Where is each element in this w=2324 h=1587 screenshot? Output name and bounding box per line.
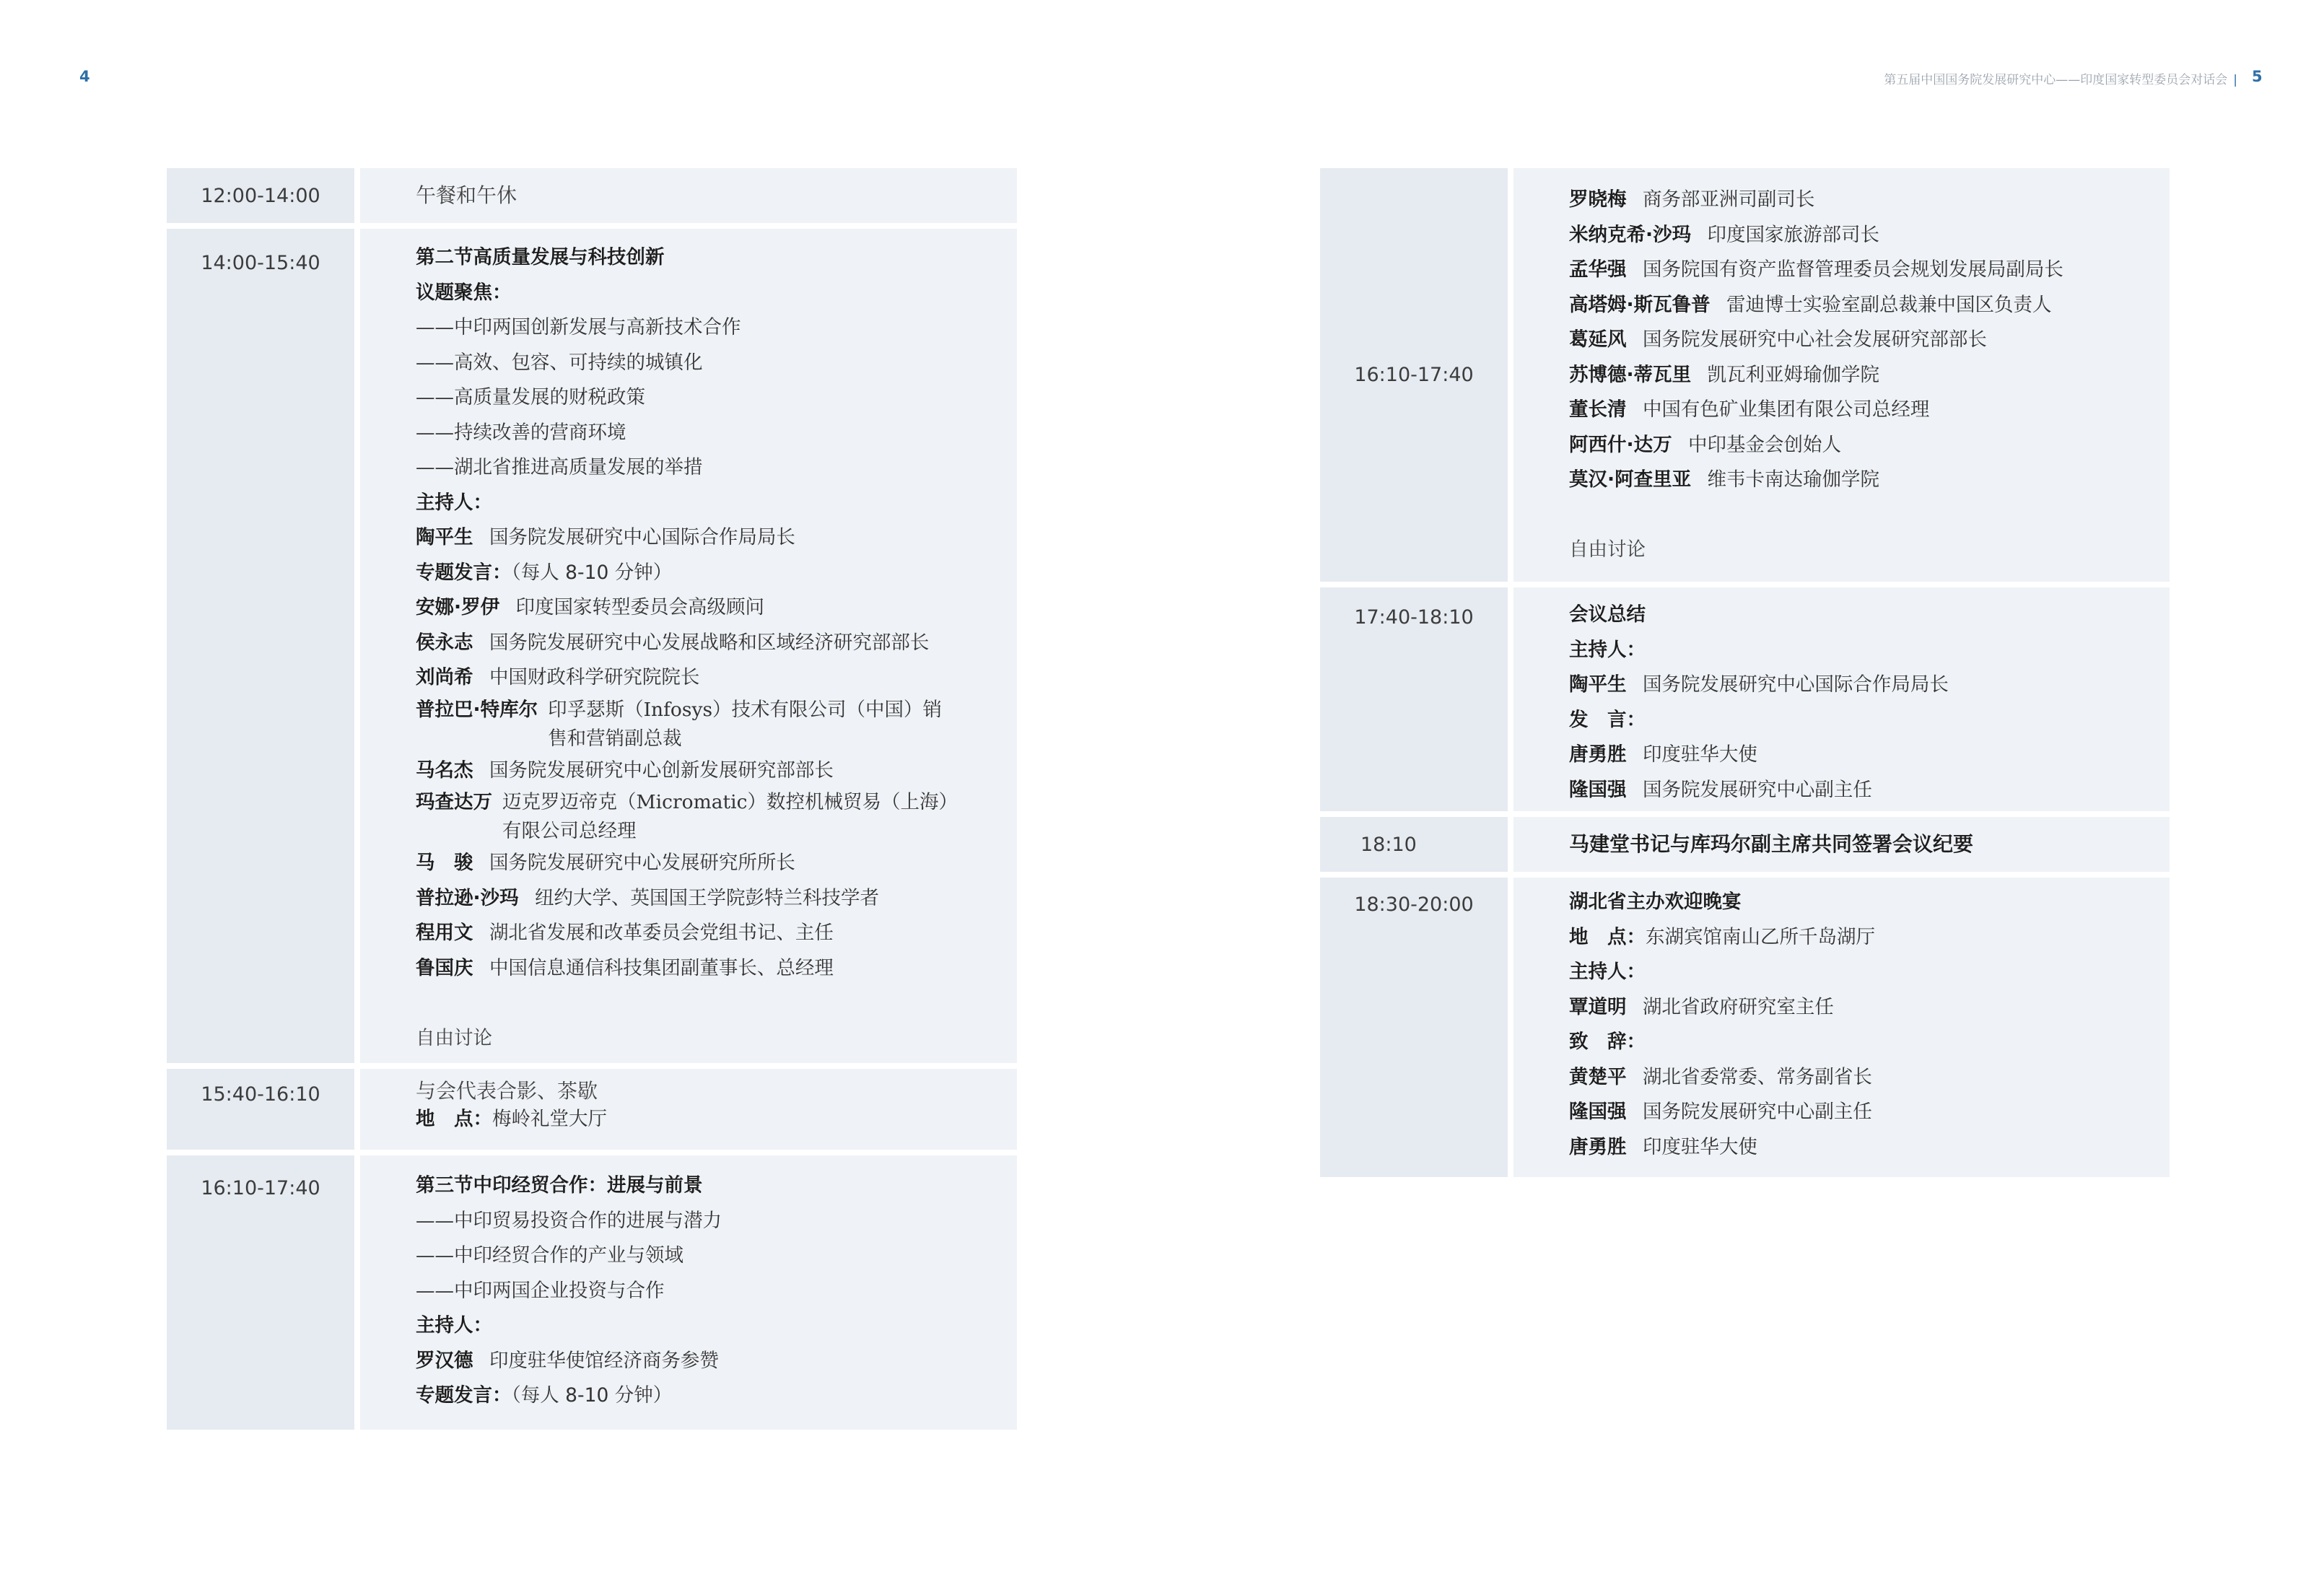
person-name: 程用文 bbox=[416, 922, 473, 944]
content-cell bbox=[1513, 168, 2170, 582]
session-title: 与会代表合影、茶歇 bbox=[416, 1079, 598, 1103]
schedule-row bbox=[167, 1069, 1017, 1150]
topic-item: ——中印两国创新发展与高新技术合作 bbox=[416, 316, 741, 338]
person-title: 国务院发展研究中心副主任 bbox=[1642, 778, 1872, 801]
speaker-entry bbox=[416, 660, 988, 696]
person-title: 国务院发展研究中心国际合作局局长 bbox=[489, 526, 795, 548]
time-label: 17:40-18:10 bbox=[1354, 606, 1474, 629]
topic-item: ——高质量发展的财税政策 bbox=[416, 386, 645, 408]
speaker-entry bbox=[416, 916, 988, 951]
session-title: 马建堂书记与库玛尔副主席共同签署会议纪要 bbox=[1569, 831, 1974, 856]
time-label: 16:10-17:40 bbox=[201, 1177, 320, 1199]
session-title: 湖北省主办欢迎晚宴 bbox=[1569, 891, 1742, 913]
person-title: 国务院发展研究中心国际合作局局长 bbox=[1642, 673, 1949, 696]
schedule-row bbox=[167, 229, 1017, 1063]
topic-item: ——持续改善的营商环境 bbox=[416, 421, 626, 444]
speaker-entry bbox=[1569, 1130, 2141, 1166]
speaker-entry bbox=[1569, 463, 2141, 498]
time-label: 18:10 bbox=[1360, 833, 1417, 856]
person-title: 印孚瑟斯（Infosys）技术有限公司（中国）销售和营销副总裁 bbox=[548, 698, 943, 750]
place-line bbox=[416, 1105, 988, 1134]
speaker-entry bbox=[1569, 183, 2141, 218]
person-title: 中印基金会创始人 bbox=[1688, 433, 1842, 456]
person-name: 鲁国庆 bbox=[416, 956, 473, 979]
person-name: 陶平生 bbox=[1569, 673, 1627, 696]
person-name: 唐勇胜 bbox=[1569, 1135, 1627, 1158]
person-title: 纽约大学、英国国王学院彭特兰科技学者 bbox=[535, 886, 880, 909]
content-cell bbox=[360, 168, 1017, 223]
person-title: 雷迪博士实验室副总裁兼中国区负责人 bbox=[1726, 293, 2052, 316]
speech-label: 专题发言： bbox=[416, 561, 512, 584]
person-name: 覃道明 bbox=[1569, 995, 1627, 1018]
person-name: 莫汉·阿查里亚 bbox=[1569, 468, 1692, 491]
person-name: 唐勇胜 bbox=[1569, 743, 1627, 766]
person-name: 苏博德·蒂瓦里 bbox=[1569, 363, 1692, 386]
person-title: 迈克罗迈帝克（Micromatic）数控机械贸易（上海）有限公司总经理 bbox=[502, 791, 948, 842]
right-schedule-table bbox=[1320, 168, 2170, 1177]
schedule-row bbox=[1320, 878, 2170, 1177]
person-name: 普拉逊·沙玛 bbox=[416, 886, 519, 909]
person-name: 马 骏 bbox=[416, 852, 473, 874]
speech-note: （每人 8-10 分钟） bbox=[511, 561, 673, 584]
person-title: 印度国家旅游部司长 bbox=[1707, 223, 1880, 246]
speaker-entry bbox=[416, 590, 988, 626]
person-title: 商务部亚洲司副司长 bbox=[1642, 188, 1815, 211]
person-name: 米纳克希·沙玛 bbox=[1569, 223, 1692, 246]
speech-label: 发 言： bbox=[1569, 708, 1646, 731]
speaker-entry bbox=[416, 846, 988, 881]
topic-item: ——湖北省推进高质量发展的举措 bbox=[416, 456, 703, 478]
topic-item: ——高效、包容、可持续的城镇化 bbox=[416, 351, 703, 374]
host-entry bbox=[1569, 668, 2141, 703]
session-title: 会议总结 bbox=[1569, 603, 1646, 626]
speaker-entry bbox=[416, 788, 988, 846]
topic-item: ——中印经贸合作的产业与领域 bbox=[416, 1244, 683, 1267]
person-title: 印度驻华使馆经济商务参赞 bbox=[489, 1349, 719, 1372]
content-cell bbox=[1513, 878, 2170, 1177]
person-title: 国务院发展研究中心社会发展研究部部长 bbox=[1642, 328, 1987, 351]
content-cell bbox=[1513, 817, 2170, 872]
person-title: 中国财政科学研究院院长 bbox=[489, 666, 700, 688]
person-title: 印度驻华大使 bbox=[1642, 1135, 1757, 1158]
free-discussion: 自由讨论 bbox=[416, 1026, 492, 1049]
person-title: 维韦卡南达瑜伽学院 bbox=[1707, 468, 1880, 491]
schedule-row bbox=[1320, 168, 2170, 582]
person-name: 罗晓梅 bbox=[1569, 188, 1627, 211]
speaker-entry bbox=[1569, 1095, 2141, 1130]
time-label: 16:10-17:40 bbox=[1354, 364, 1474, 386]
person-name: 普拉巴·特库尔 bbox=[416, 698, 538, 721]
speaker-entry bbox=[1569, 738, 2141, 773]
person-title: 湖北省发展和改革委员会党组书记、主任 bbox=[489, 922, 834, 944]
place-line bbox=[1569, 920, 2141, 956]
host-label: 主持人： bbox=[416, 1314, 492, 1337]
running-title-separator: | bbox=[2233, 73, 2237, 87]
time-label: 15:40-16:10 bbox=[201, 1083, 320, 1106]
host-entry bbox=[1569, 990, 2141, 1026]
speaker-entry bbox=[1569, 288, 2141, 323]
person-title: 国务院国有资产监督管理委员会规划发展局副局长 bbox=[1642, 258, 2063, 281]
host-entry bbox=[416, 520, 988, 556]
place-value: 梅岭礼堂大厅 bbox=[492, 1108, 607, 1130]
content-cell bbox=[360, 1069, 1017, 1150]
person-name: 安娜·罗伊 bbox=[416, 596, 500, 618]
speaker-entry bbox=[1569, 253, 2141, 288]
speaker-entry bbox=[416, 753, 988, 789]
person-name: 孟华强 bbox=[1569, 258, 1627, 281]
person-name: 玛查达万 bbox=[416, 791, 492, 813]
speaker-entry bbox=[1569, 323, 2141, 358]
session-title: 午餐和午休 bbox=[416, 183, 517, 207]
speaker-entry bbox=[1569, 393, 2141, 428]
session-title: 第三节中印经贸合作：进展与前景 bbox=[416, 1174, 703, 1197]
host-label: 主持人： bbox=[416, 491, 492, 514]
person-title: 凯瓦利亚姆瑜伽学院 bbox=[1707, 363, 1880, 386]
person-name: 葛延风 bbox=[1569, 328, 1627, 351]
topics-label: 议题聚焦： bbox=[416, 281, 512, 304]
person-name: 陶平生 bbox=[416, 526, 473, 548]
person-name: 阿西什·达万 bbox=[1569, 433, 1672, 456]
host-entry bbox=[416, 1344, 988, 1379]
person-name: 侯永志 bbox=[416, 631, 473, 654]
speaker-entry bbox=[1569, 1060, 2141, 1096]
left-schedule-table bbox=[167, 168, 1017, 1430]
schedule-row bbox=[167, 1155, 1017, 1430]
time-cell bbox=[1320, 168, 1508, 582]
schedule-row bbox=[1320, 817, 2170, 872]
place-label: 地 点： bbox=[416, 1108, 492, 1130]
time-cell bbox=[1320, 587, 1508, 811]
person-title: 国务院发展研究中心发展战略和区域经济研究部部长 bbox=[489, 631, 930, 654]
person-name: 高塔姆·斯瓦鲁普 bbox=[1569, 293, 1711, 316]
speech-label: 专题发言： bbox=[416, 1384, 512, 1407]
speech-label-line bbox=[416, 1378, 988, 1414]
time-cell bbox=[167, 1155, 354, 1430]
person-name: 隆国强 bbox=[1569, 778, 1627, 801]
time-cell bbox=[167, 229, 354, 1063]
content-cell bbox=[360, 229, 1017, 1063]
person-title: 印度国家转型委员会高级顾问 bbox=[515, 596, 765, 618]
content-cell bbox=[360, 1155, 1017, 1430]
speaker-entry bbox=[416, 881, 988, 917]
right-page-number: 5 bbox=[2252, 68, 2263, 85]
person-name: 刘尚希 bbox=[416, 666, 473, 688]
person-title: 中国信息通信科技集团副董事长、总经理 bbox=[489, 956, 834, 979]
time-cell bbox=[1320, 817, 1508, 872]
left-page-number: 4 bbox=[79, 68, 90, 85]
schedule-row bbox=[1320, 587, 2170, 811]
content-cell bbox=[1513, 587, 2170, 811]
topic-item: ——中印贸易投资合作的进展与潜力 bbox=[416, 1209, 722, 1232]
speech-note: （每人 8-10 分钟） bbox=[511, 1384, 673, 1407]
running-title bbox=[1660, 69, 2237, 87]
schedule-row bbox=[167, 168, 1017, 223]
speaker-entry bbox=[1569, 218, 2141, 253]
speaker-entry bbox=[416, 951, 988, 987]
host-label: 主持人： bbox=[1569, 961, 1646, 983]
person-name: 黄楚平 bbox=[1569, 1065, 1627, 1088]
person-name: 马名杰 bbox=[416, 758, 473, 782]
speaker-entry bbox=[1569, 358, 2141, 393]
free-discussion: 自由讨论 bbox=[1569, 538, 1646, 561]
running-title-text: 第五届中国国务院发展研究中心——印度国家转型委员会对话会 bbox=[1884, 73, 2228, 87]
person-title: 国务院发展研究中心副主任 bbox=[1642, 1101, 1872, 1123]
person-title: 中国有色矿业集团有限公司总经理 bbox=[1642, 398, 1930, 421]
person-name: 董长清 bbox=[1569, 398, 1627, 421]
speaker-entry bbox=[416, 626, 988, 661]
person-title: 湖北省政府研究室主任 bbox=[1642, 995, 1834, 1018]
person-name: 罗汉德 bbox=[416, 1349, 473, 1372]
time-label: 14:00-15:40 bbox=[201, 252, 320, 274]
person-title: 湖北省委常委、常务副省长 bbox=[1642, 1065, 1872, 1088]
address-label: 致 辞： bbox=[1569, 1031, 1646, 1053]
time-label: 12:00-14:00 bbox=[201, 184, 320, 207]
person-title: 印度驻华大使 bbox=[1642, 743, 1757, 766]
speech-label-line bbox=[416, 556, 988, 591]
time-label: 18:30-20:00 bbox=[1354, 893, 1474, 916]
host-label: 主持人： bbox=[1569, 638, 1646, 661]
topic-item: ——中印两国企业投资与合作 bbox=[416, 1279, 665, 1302]
speaker-entry bbox=[1569, 773, 2141, 808]
speaker-entry bbox=[1569, 428, 2141, 463]
time-cell bbox=[1320, 878, 1508, 1177]
person-title: 国务院发展研究中心创新发展研究部部长 bbox=[489, 758, 834, 782]
session-title: 第二节高质量发展与科技创新 bbox=[416, 246, 665, 268]
speaker-entry bbox=[416, 696, 988, 753]
spacer bbox=[416, 986, 988, 1021]
time-cell bbox=[167, 1069, 354, 1150]
place-value: 东湖宾馆南山乙所千岛湖厅 bbox=[1646, 925, 1875, 948]
spacer bbox=[1569, 498, 2141, 533]
person-name: 隆国强 bbox=[1569, 1101, 1627, 1123]
person-title: 国务院发展研究中心发展研究所所长 bbox=[489, 852, 795, 874]
time-cell bbox=[167, 168, 354, 223]
place-label: 地 点： bbox=[1569, 925, 1646, 948]
